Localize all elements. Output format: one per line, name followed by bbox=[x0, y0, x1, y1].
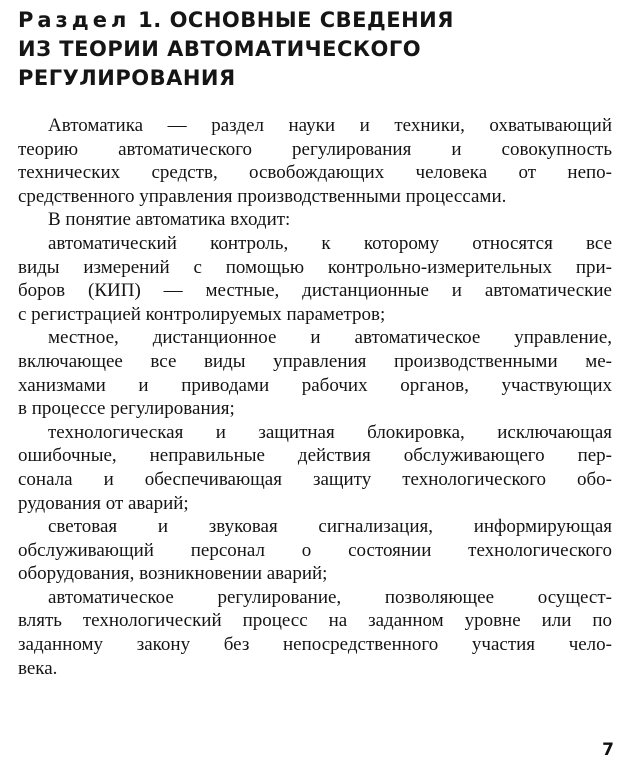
paragraph bbox=[18, 421, 612, 515]
heading-line-1 bbox=[18, 6, 618, 35]
text-line: с регистрацией контролируемых параметров; bbox=[18, 303, 386, 325]
section-title-line-3: РЕГУЛИРОВАНИЯ bbox=[18, 66, 236, 90]
paragraph bbox=[18, 326, 612, 420]
section-title-line-2: ИЗ ТЕОРИИ АВТОМАТИЧЕСКОГО bbox=[18, 37, 422, 61]
paragraph bbox=[18, 515, 612, 586]
text-line: технологическая и защитная блокировка, исключающая bbox=[48, 421, 612, 443]
text-line: обслуживающий персонал о состоянии технологического bbox=[18, 539, 612, 561]
text-line: заданному закону без непосредственного участия чело- bbox=[18, 634, 612, 656]
text-line: Автоматика — раздел науки и техники, охватывающий bbox=[48, 115, 612, 136]
text-line: автоматический контроль, к которому относятся все bbox=[48, 232, 612, 254]
paragraph bbox=[18, 586, 612, 680]
text-line: средственного управления производственными процессами. bbox=[18, 185, 507, 207]
text-line: виды измерений с помощью контрольно-измерительных при- bbox=[18, 256, 612, 278]
text-line: ханизмами и приводами рабочих органов, участвующих bbox=[18, 374, 612, 396]
paragraph bbox=[18, 208, 612, 232]
section-title-line-1: ОСНОВНЫЕ СВЕДЕНИЯ bbox=[169, 8, 454, 32]
text-line: рудования от аварий; bbox=[18, 492, 189, 514]
text-line: века. bbox=[18, 657, 58, 679]
text-line: влять технологический процесс на заданном уровне или по bbox=[18, 610, 612, 632]
text-line: автоматическое регулирование, позволяющее осущест- bbox=[48, 586, 612, 608]
text-line: сонала и обеспечивающая защиту технологического обо- bbox=[18, 468, 612, 490]
text-line: включающее все виды управления производственными ме- bbox=[18, 350, 612, 372]
page-number: 7 bbox=[602, 740, 614, 760]
text-line: боров (КИП) — местные, дистанционные и автоматические bbox=[18, 280, 612, 302]
paragraph bbox=[18, 114, 612, 208]
body-text bbox=[18, 114, 612, 680]
text-line: оборудования, возникновении аварий; bbox=[18, 563, 328, 585]
paragraph bbox=[18, 232, 612, 326]
section-label: Раздел bbox=[18, 8, 131, 32]
section-number: 1. bbox=[138, 8, 162, 32]
text-line: теорию автоматического регулирования и совокупность bbox=[18, 138, 612, 160]
section-heading bbox=[18, 6, 618, 93]
text-line: технических средств, освобождающих человека от непо- bbox=[18, 162, 612, 184]
text-line: местное, дистанционное и автоматическое управление, bbox=[48, 327, 612, 349]
text-line: в процессе регулирования; bbox=[18, 398, 235, 420]
text-line: ошибочные, неправильные действия обслуживающего пер- bbox=[18, 445, 612, 467]
text-line: световая и звуковая сигнализация, информирующая bbox=[48, 516, 612, 538]
text-line: В понятие автоматика входит: bbox=[48, 209, 291, 231]
